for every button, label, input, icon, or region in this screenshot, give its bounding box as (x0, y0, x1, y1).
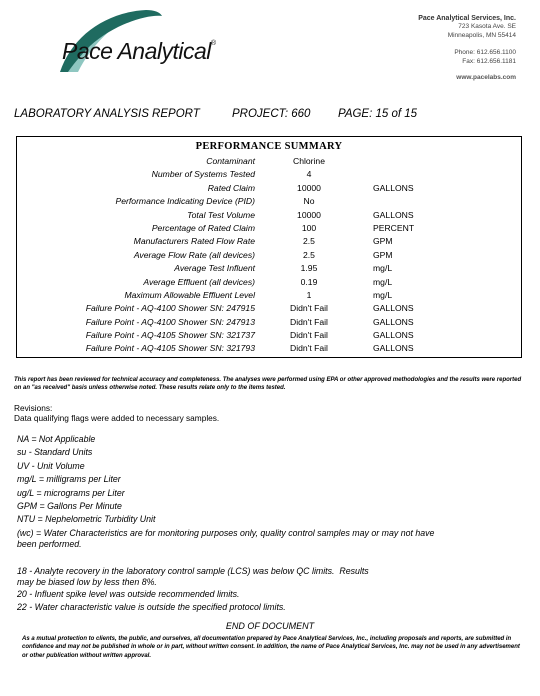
summary-row (17, 276, 521, 289)
summary-row-label: Contaminant (206, 156, 255, 166)
performance-summary-heading: PERFORMANCE SUMMARY (195, 141, 343, 152)
summary-row-label: Performance Indicating Device (PID) (115, 196, 255, 207)
summary-row-value: 0.19 (300, 276, 318, 287)
definition-item: ug/L = micrograms per Liter (17, 487, 125, 498)
summary-row (17, 289, 521, 302)
summary-row (17, 302, 521, 315)
summary-row (17, 209, 521, 222)
definitions-list (17, 433, 437, 550)
summary-row (17, 182, 521, 195)
summary-row-value: Didn't Fail (290, 330, 328, 341)
revisions-heading: Revisions: (14, 403, 53, 413)
page-number: PAGE: 15 of 15 (338, 108, 418, 120)
summary-row-label: Failure Point - AQ-4105 Shower SN: 321737 (85, 330, 255, 341)
summary-row-unit: PERCENT (373, 222, 415, 233)
definition-item: NTU = Nephelometric Turbidity Unit (17, 514, 156, 525)
revisions-section (14, 403, 219, 423)
summary-row-unit: mg/L (373, 263, 393, 274)
summary-row-unit: GPM (373, 249, 393, 260)
address-line-1: 723 Kasota Ave. SE (458, 23, 516, 31)
logo-text: Pace Analytical (62, 38, 211, 64)
project-number: PROJECT: 660 (232, 108, 311, 120)
summary-row-value: Didn't Fail (290, 303, 328, 314)
summary-row-value: 4 (306, 169, 312, 180)
performance-summary-rows (17, 155, 521, 356)
summary-row (17, 168, 521, 181)
summary-row-unit: GALLONS (373, 182, 414, 193)
definition-wc: (wc) = Water Characteristics are for monitoring purposes only, quality control samples may or may not have been performed. (17, 527, 435, 549)
note-20: 20 - Influent spike level was outside recommended limits. (17, 589, 240, 600)
summary-row-value: 100 (301, 222, 317, 233)
summary-row-value: 2.5 (303, 236, 315, 247)
summary-row-label: Failure Point - AQ-4100 Shower SN: 247915 (85, 303, 255, 314)
summary-row-value: 1 (306, 289, 312, 300)
summary-row-label: Percentage of Rated Claim (151, 222, 255, 233)
summary-row (17, 235, 521, 248)
logo-wordmark (62, 38, 216, 65)
summary-row (17, 155, 521, 168)
confidentiality-footer: As a mutual protection to clients, the public, and ourselves, all documentation prepared by Pace Analytical Services, Inc., including proposals and reports, are submitted in confidence and may not be published in whole or in part, without written consent. In addition, the name of Pace Analytical Services, Inc. may not be used in any advertisement or other publication without written approval. (22, 636, 520, 659)
summary-row-value: 1.95 (300, 263, 318, 274)
summary-row-label: Average Test Influent (174, 263, 255, 274)
report-title: LABORATORY ANALYSIS REPORT (14, 108, 200, 120)
revisions-text: Data qualifying flags were added to necessary samples. (14, 413, 220, 424)
definition-item: su - Standard Units (17, 447, 93, 458)
summary-row-value: 2.5 (303, 249, 315, 260)
summary-row-label: Number of Systems Tested (151, 169, 255, 180)
summary-row-label: Failure Point - AQ-4100 Shower SN: 247913 (85, 316, 255, 327)
company-name: Pace Analytical Services, Inc. (418, 15, 516, 22)
summary-row-unit: mg/L (373, 276, 393, 287)
summary-row-label: Maximum Allowable Effluent Level (124, 289, 255, 300)
address-line-2: Minneapolis, MN 55414 (447, 31, 516, 39)
note-22: 22 - Water characteristic value is outside the specified protocol limits. (17, 601, 286, 612)
summary-row-unit: GPM (373, 236, 393, 247)
summary-row-label: Manufacturers Rated Flow Rate (133, 236, 255, 247)
definition-item: mg/L = milligrams per Liter (17, 474, 121, 485)
summary-row (17, 195, 521, 208)
fax-number: Fax: 612.656.1181 (462, 57, 516, 65)
summary-row (17, 316, 521, 329)
summary-row (17, 262, 521, 275)
summary-row-label: Average Effluent (all devices) (143, 276, 255, 287)
summary-row-unit: GALLONS (373, 303, 414, 314)
summary-row-value: Didn't Fail (290, 343, 328, 354)
summary-row-value: No (303, 196, 315, 207)
report-title-line (14, 108, 417, 120)
website-link[interactable]: www.pacelabs.com (456, 74, 516, 82)
company-info (418, 15, 516, 82)
summary-row-value: Chlorine (292, 156, 325, 166)
summary-row (17, 329, 521, 342)
summary-row-unit: GALLONS (373, 316, 414, 327)
summary-row-value: 10000 (297, 209, 321, 220)
logo-registered-mark: ® (210, 40, 216, 47)
summary-row-label: Rated Claim (207, 182, 255, 193)
summary-row-unit: GALLONS (373, 343, 414, 354)
review-disclaimer: This report has been reviewed for technical accuracy and completeness. The analyses were performed using EPA or other approved methodologies and the results were reported on an "as received" basis unless otherwise noted. These results relate only to the items tested. (14, 377, 522, 391)
definition-item: UV - Unit Volume (17, 460, 85, 471)
summary-row-value: 10000 (297, 182, 321, 193)
note-18: 18 - Analyte recovery in the laboratory control sample (LCS) was below QC limits. Results may be biased low by less then 8%. (17, 566, 369, 587)
summary-row (17, 249, 521, 262)
phone-number: Phone: 612.656.1100 (454, 49, 516, 57)
summary-row-value: Didn't Fail (290, 316, 328, 327)
end-of-document: END OF DOCUMENT (225, 621, 315, 631)
summary-row-unit: GALLONS (373, 330, 414, 341)
summary-row-unit: mg/L (373, 289, 393, 300)
summary-row (17, 222, 521, 235)
qualifier-notes (17, 566, 369, 612)
summary-row-unit: GALLONS (373, 209, 414, 220)
performance-summary-box (16, 136, 522, 358)
summary-row-label: Total Test Volume (187, 209, 255, 220)
definition-item: NA = Not Applicable (17, 434, 96, 444)
summary-row-label: Average Flow Rate (all devices) (133, 249, 255, 260)
summary-row (17, 342, 521, 355)
summary-row-label: Failure Point - AQ-4105 Shower SN: 321793 (85, 343, 255, 354)
definition-item: GPM = Gallons Per Minute (17, 501, 122, 512)
